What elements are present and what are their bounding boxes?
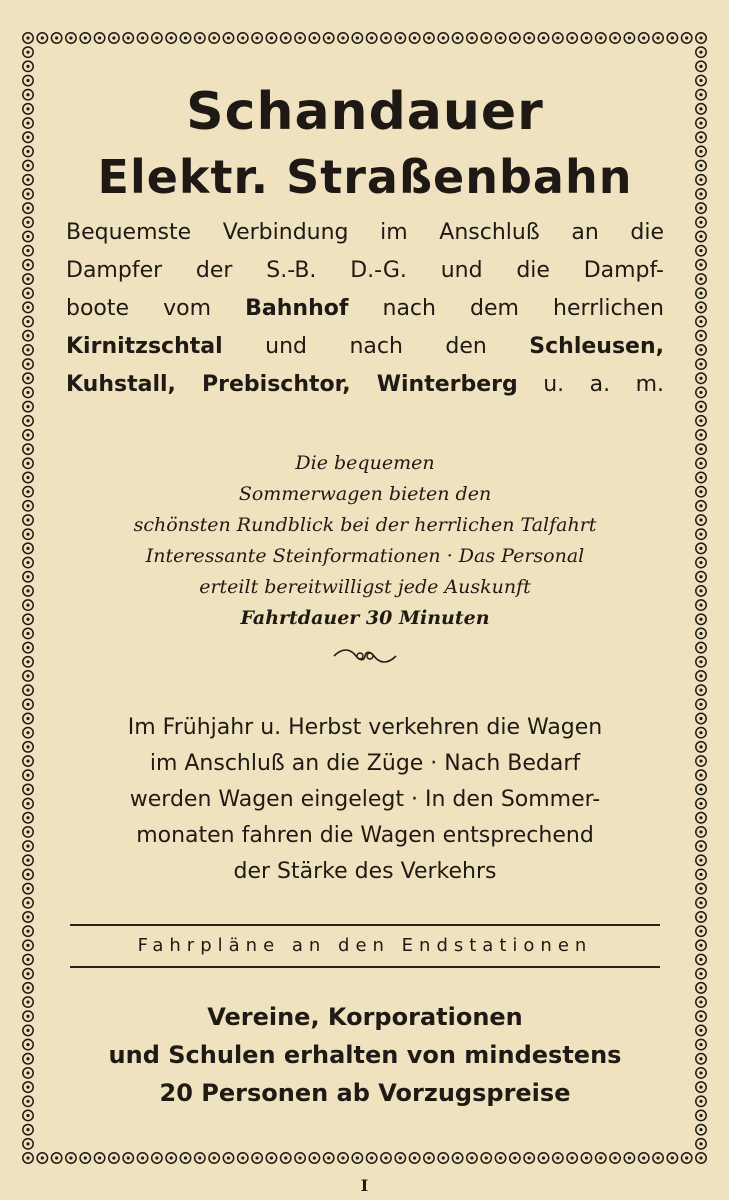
- border-ring-dot: [26, 674, 29, 677]
- border-ring-dot: [485, 1156, 488, 1159]
- border-ring-dot: [699, 802, 702, 805]
- border-ring-dot: [470, 36, 473, 39]
- border-ring-dot: [26, 561, 29, 564]
- border-ring-dot: [699, 121, 702, 124]
- border-ring-dot: [685, 36, 688, 39]
- border-ring-dot: [699, 944, 702, 947]
- border-ring-dot: [26, 845, 29, 848]
- border-ring-dot: [26, 490, 29, 493]
- border-ring-dot: [699, 448, 702, 451]
- border-ring-dot: [542, 36, 545, 39]
- border-ring-dot: [313, 1156, 316, 1159]
- border-ring-dot: [327, 36, 330, 39]
- border-ring-dot: [26, 703, 29, 706]
- border-ring-dot: [198, 36, 201, 39]
- border-ring-dot: [284, 1156, 287, 1159]
- border-ring-dot: [671, 36, 674, 39]
- border-ring-dot: [69, 1156, 72, 1159]
- border-ring-dot: [699, 731, 702, 734]
- border-ring-dot: [528, 1156, 531, 1159]
- border-ring-dot: [699, 1100, 702, 1103]
- border-ring-dot: [26, 348, 29, 351]
- border-ring-dot: [699, 915, 702, 918]
- border-ring-dot: [399, 36, 402, 39]
- border-ring-dot: [513, 1156, 516, 1159]
- border-ring-dot: [26, 788, 29, 791]
- border-ring-dot: [26, 1142, 29, 1145]
- border-ring-dot: [699, 207, 702, 210]
- border-ring-dot: [26, 334, 29, 337]
- border-ring-dot: [170, 36, 173, 39]
- border-ring-dot: [699, 901, 702, 904]
- border-ring-dot: [384, 1156, 387, 1159]
- border-ring-dot: [699, 830, 702, 833]
- border-ring-dot: [699, 930, 702, 933]
- border-ring-dot: [642, 36, 645, 39]
- border-ring-dot: [41, 1156, 44, 1159]
- border-ring-dot: [26, 887, 29, 890]
- border-ring-dot: [26, 504, 29, 507]
- border-ring-dot: [699, 1071, 702, 1074]
- border-ring-dot: [470, 1156, 473, 1159]
- page-number: I: [360, 1176, 369, 1195]
- border-ring-dot: [485, 36, 488, 39]
- border-ring-dot: [613, 1156, 616, 1159]
- border-ring-dot: [699, 334, 702, 337]
- border-ring-dot: [26, 1156, 29, 1159]
- border-ring-dot: [184, 1156, 187, 1159]
- border-ring-dot: [26, 603, 29, 606]
- border-ring-dot: [341, 36, 344, 39]
- border-ring-dot: [26, 207, 29, 210]
- border-ring-dot: [699, 1043, 702, 1046]
- border-ring-dot: [26, 433, 29, 436]
- border-ring-dot: [399, 1156, 402, 1159]
- border-ring-dot: [542, 1156, 545, 1159]
- border-ring-dot: [699, 518, 702, 521]
- border-ring-dot: [699, 859, 702, 862]
- border-ring-dot: [699, 689, 702, 692]
- border-ring-dot: [699, 759, 702, 762]
- intro-line-3: boote vom Bahnhof nach dem herrlichen: [66, 296, 664, 321]
- border-ring-dot: [26, 136, 29, 139]
- bahnhof-bold: Bahnhof: [245, 296, 349, 321]
- border-ring-dot: [26, 575, 29, 578]
- flourish-ornament-icon: [62, 644, 668, 668]
- border-ring-dot: [26, 65, 29, 68]
- border-ring-dot: [628, 36, 631, 39]
- border-ring-dot: [26, 178, 29, 181]
- border-ring-dot: [699, 873, 702, 876]
- border-ring-dot: [26, 745, 29, 748]
- border-ring-dot: [656, 1156, 659, 1159]
- border-ring-dot: [456, 1156, 459, 1159]
- border-ring-dot: [699, 362, 702, 365]
- border-ring-dot: [26, 362, 29, 365]
- features-paragraph: [62, 448, 668, 634]
- border-ring-dot: [26, 915, 29, 918]
- border-ring-dot: [699, 547, 702, 550]
- border-ring-dot: [699, 1086, 702, 1089]
- closing-line-3: 20 Personen ab Vorzugspreise: [159, 1079, 571, 1107]
- border-ring-dot: [699, 1015, 702, 1018]
- border-ring-dot: [699, 93, 702, 96]
- border-ring-dot: [26, 377, 29, 380]
- border-ring-dot: [699, 490, 702, 493]
- border-ring-dot: [26, 689, 29, 692]
- border-ring-dot: [613, 36, 616, 39]
- border-ring-dot: [256, 1156, 259, 1159]
- border-ring-dot: [26, 873, 29, 876]
- border-ring-dot: [26, 164, 29, 167]
- border-ring-dot: [699, 774, 702, 777]
- border-ring-dot: [699, 887, 702, 890]
- border-ring-dot: [699, 377, 702, 380]
- border-ring-dot: [69, 36, 72, 39]
- border-ring-dot: [26, 731, 29, 734]
- bottom-rule: [70, 966, 660, 968]
- border-ring-dot: [26, 830, 29, 833]
- border-ring-dot: [699, 36, 702, 39]
- border-ring-dot: [26, 533, 29, 536]
- border-ring-dot: [699, 263, 702, 266]
- border-ring-dot: [198, 1156, 201, 1159]
- border-ring-dot: [26, 121, 29, 124]
- border-ring-dot: [699, 958, 702, 961]
- border-ring-dot: [26, 192, 29, 195]
- border-ring-dot: [26, 944, 29, 947]
- border-ring-dot: [213, 1156, 216, 1159]
- border-ring-dot: [270, 1156, 273, 1159]
- border-ring-dot: [699, 51, 702, 54]
- border-ring-dot: [84, 36, 87, 39]
- intro-paragraph: [62, 214, 668, 404]
- border-ring-dot: [442, 36, 445, 39]
- border-ring-dot: [699, 150, 702, 153]
- border-ring-dot: [112, 36, 115, 39]
- border-ring-dot: [127, 1156, 130, 1159]
- border-ring-dot: [699, 462, 702, 465]
- border-ring-dot: [84, 1156, 87, 1159]
- intro-line-1: Bequemste Verbindung im Anschluß an die: [66, 220, 664, 245]
- border-ring-dot: [699, 603, 702, 606]
- border-ring-dot: [599, 36, 602, 39]
- border-ring-dot: [699, 1000, 702, 1003]
- border-ring-dot: [55, 36, 58, 39]
- border-ring-dot: [699, 221, 702, 224]
- border-ring-dot: [341, 1156, 344, 1159]
- border-ring-dot: [699, 476, 702, 479]
- border-ring-dot: [26, 235, 29, 238]
- border-ring-dot: [699, 1156, 702, 1159]
- border-ring-dot: [356, 1156, 359, 1159]
- border-ring-dot: [699, 646, 702, 649]
- border-ring-dot: [26, 972, 29, 975]
- border-ring-dot: [26, 717, 29, 720]
- border-ring-dot: [155, 1156, 158, 1159]
- intro-line-2: Dampfer der S.-B. D.-G. und die Dampf-: [66, 258, 664, 283]
- border-ring-dot: [699, 717, 702, 720]
- border-ring-dot: [141, 36, 144, 39]
- border-ring-dot: [427, 36, 430, 39]
- border-ring-dot: [26, 518, 29, 521]
- border-ring-dot: [26, 51, 29, 54]
- border-ring-dot: [26, 986, 29, 989]
- border-ring-dot: [112, 1156, 115, 1159]
- border-ring-dot: [26, 547, 29, 550]
- border-ring-dot: [499, 36, 502, 39]
- schedule-paragraph: [62, 710, 668, 890]
- border-ring-dot: [227, 1156, 230, 1159]
- border-ring-dot: [170, 1156, 173, 1159]
- border-ring-dot: [26, 589, 29, 592]
- border-ring-dot: [284, 36, 287, 39]
- group-discount-paragraph: [62, 998, 668, 1112]
- border-ring-dot: [699, 632, 702, 635]
- border-ring-dot: [98, 1156, 101, 1159]
- border-ring-dot: [26, 930, 29, 933]
- border-ring-dot: [26, 646, 29, 649]
- border-ring-dot: [26, 632, 29, 635]
- closing-line-2: und Schulen erhalten von mindestens: [108, 1041, 622, 1069]
- border-ring-dot: [26, 1114, 29, 1117]
- border-ring-dot: [26, 618, 29, 621]
- border-ring-dot: [699, 320, 702, 323]
- border-ring-dot: [699, 107, 702, 110]
- border-ring-dot: [699, 533, 702, 536]
- border-ring-dot: [26, 1029, 29, 1032]
- closing-line-1: Vereine, Korporationen: [207, 1003, 523, 1031]
- border-ring-dot: [26, 292, 29, 295]
- border-ring-dot: [26, 660, 29, 663]
- features-line-4: Interessante Steinformationen · Das Personal: [145, 545, 585, 567]
- border-ring-dot: [699, 1029, 702, 1032]
- border-ring-dot: [585, 36, 588, 39]
- border-ring-dot: [26, 249, 29, 252]
- border-ring-dot: [41, 36, 44, 39]
- border-ring-dot: [26, 958, 29, 961]
- border-ring-dot: [699, 391, 702, 394]
- border-ring-dot: [127, 36, 130, 39]
- border-ring-dot: [628, 1156, 631, 1159]
- border-ring-dot: [26, 277, 29, 280]
- border-ring-dot: [671, 1156, 674, 1159]
- border-ring-dot: [26, 93, 29, 96]
- border-ring-dot: [699, 618, 702, 621]
- border-ring-dot: [699, 504, 702, 507]
- border-ring-dot: [699, 972, 702, 975]
- border-ring-dot: [26, 759, 29, 762]
- border-ring-dot: [528, 36, 531, 39]
- border-ring-dot: [699, 65, 702, 68]
- border-ring-dot: [699, 306, 702, 309]
- schedule-line-1: Im Frühjahr u. Herbst verkehren die Wagen: [127, 715, 603, 740]
- border-ring-dot: [26, 1128, 29, 1131]
- border-ring-dot: [356, 36, 359, 39]
- border-ring-dot: [699, 292, 702, 295]
- border-ring-dot: [556, 1156, 559, 1159]
- border-ring-dot: [699, 1128, 702, 1131]
- title-line-1: Schandauer: [186, 82, 544, 142]
- border-ring-dot: [26, 1015, 29, 1018]
- border-ring-dot: [370, 36, 373, 39]
- border-ring-dot: [26, 802, 29, 805]
- border-ring-dot: [699, 419, 702, 422]
- border-ring-dot: [26, 150, 29, 153]
- border-ring-dot: [298, 1156, 301, 1159]
- border-ring-dot: [26, 107, 29, 110]
- border-ring-dot: [26, 1000, 29, 1003]
- border-ring-dot: [442, 1156, 445, 1159]
- schedule-line-3: werden Wagen eingelegt · In den Sommer-: [129, 787, 601, 812]
- border-ring-dot: [699, 79, 702, 82]
- border-ring-dot: [699, 1057, 702, 1060]
- timetable-note-box: [70, 924, 660, 968]
- border-ring-dot: [556, 36, 559, 39]
- border-ring-dot: [642, 1156, 645, 1159]
- intro-line-5: Kuhstall, Prebischtor, Winterberg u. a. m.: [66, 372, 664, 397]
- border-ring-dot: [227, 36, 230, 39]
- schedule-line-2: im Anschluß an die Züge · Nach Bedarf: [149, 751, 581, 776]
- border-ring-dot: [26, 405, 29, 408]
- border-ring-dot: [270, 36, 273, 39]
- border-ring-dot: [585, 1156, 588, 1159]
- border-ring-dot: [26, 1086, 29, 1089]
- border-ring-dot: [384, 36, 387, 39]
- border-ring-dot: [26, 816, 29, 819]
- border-ring-dot: [26, 263, 29, 266]
- border-ring-dot: [699, 249, 702, 252]
- border-ring-dot: [699, 575, 702, 578]
- border-ring-dot: [26, 462, 29, 465]
- border-ring-dot: [26, 859, 29, 862]
- border-ring-dot: [98, 36, 101, 39]
- kirnitzschtal-bold: Kirnitzschtal: [66, 334, 223, 359]
- border-ring-dot: [256, 36, 259, 39]
- border-ring-dot: [571, 1156, 574, 1159]
- border-ring-dot: [699, 788, 702, 791]
- border-ring-dot: [26, 1043, 29, 1046]
- border-ring-dot: [213, 36, 216, 39]
- border-ring-dot: [699, 845, 702, 848]
- border-ring-dot: [26, 320, 29, 323]
- border-ring-dot: [55, 1156, 58, 1159]
- border-ring-dot: [26, 1100, 29, 1103]
- border-ring-dot: [241, 36, 244, 39]
- border-ring-dot: [184, 36, 187, 39]
- intro-line-4: Kirnitzschtal und nach den Schleusen,: [66, 334, 664, 359]
- border-ring-dot: [599, 1156, 602, 1159]
- schedule-line-4: monaten fahren die Wagen entsprechend: [136, 823, 594, 848]
- border-ring-dot: [499, 1156, 502, 1159]
- border-ring-dot: [699, 561, 702, 564]
- border-ring-dot: [413, 1156, 416, 1159]
- border-ring-dot: [155, 36, 158, 39]
- border-ring-dot: [699, 348, 702, 351]
- border-ring-dot: [656, 36, 659, 39]
- border-ring-dot: [699, 1114, 702, 1117]
- border-ring-dot: [699, 1142, 702, 1145]
- border-ring-dot: [699, 703, 702, 706]
- border-ring-dot: [327, 1156, 330, 1159]
- border-ring-dot: [699, 986, 702, 989]
- border-ring-dot: [413, 36, 416, 39]
- title-line-2: Elektr. Straßenbahn: [97, 150, 633, 204]
- border-ring-dot: [699, 674, 702, 677]
- border-ring-dot: [26, 1071, 29, 1074]
- border-ring-dot: [26, 901, 29, 904]
- border-ring-dot: [26, 36, 29, 39]
- border-ring-dot: [699, 192, 702, 195]
- schleusen-bold: Schleusen,: [529, 334, 664, 359]
- border-ring-dot: [699, 745, 702, 748]
- features-line-1: Die bequemen: [295, 452, 435, 474]
- border-ring-dot: [26, 221, 29, 224]
- border-ring-dot: [26, 79, 29, 82]
- border-ring-dot: [313, 36, 316, 39]
- features-line-2: Sommerwagen bieten den: [238, 483, 492, 505]
- border-ring-dot: [699, 405, 702, 408]
- border-ring-dot: [370, 1156, 373, 1159]
- schedule-line-5: der Stärke des Verkehrs: [233, 859, 497, 884]
- border-ring-dot: [241, 1156, 244, 1159]
- border-ring-dot: [685, 1156, 688, 1159]
- border-ring-dot: [141, 1156, 144, 1159]
- border-ring-dot: [456, 36, 459, 39]
- travel-duration: Fahrtdauer 30 Minuten: [240, 607, 490, 629]
- border-ring-dot: [26, 1057, 29, 1060]
- border-ring-dot: [699, 235, 702, 238]
- border-ring-dot: [26, 419, 29, 422]
- border-ring-dot: [26, 391, 29, 394]
- border-ring-dot: [699, 589, 702, 592]
- border-ring-dot: [699, 164, 702, 167]
- border-ring-dot: [699, 178, 702, 181]
- border-ring-dot: [699, 136, 702, 139]
- border-ring-dot: [699, 277, 702, 280]
- border-ring-dot: [26, 774, 29, 777]
- border-ring-dot: [571, 36, 574, 39]
- border-ring-dot: [26, 476, 29, 479]
- timetable-note: Fahrpläne an den Endstationen: [137, 935, 593, 956]
- features-line-3: schönsten Rundblick bei der herrlichen Talfahrt: [133, 514, 597, 536]
- border-ring-dot: [26, 448, 29, 451]
- border-ring-dot: [298, 36, 301, 39]
- border-ring-dot: [699, 816, 702, 819]
- advertisement-content: [62, 60, 668, 1112]
- border-ring-dot: [26, 306, 29, 309]
- border-ring-dot: [427, 1156, 430, 1159]
- features-line-5: erteilt bereitwilligst jede Auskunft: [199, 576, 531, 598]
- border-ring-dot: [699, 433, 702, 436]
- border-ring-dot: [513, 36, 516, 39]
- border-ring-dot: [699, 660, 702, 663]
- destinations-bold: Kuhstall, Prebischtor, Winterberg: [66, 372, 518, 397]
